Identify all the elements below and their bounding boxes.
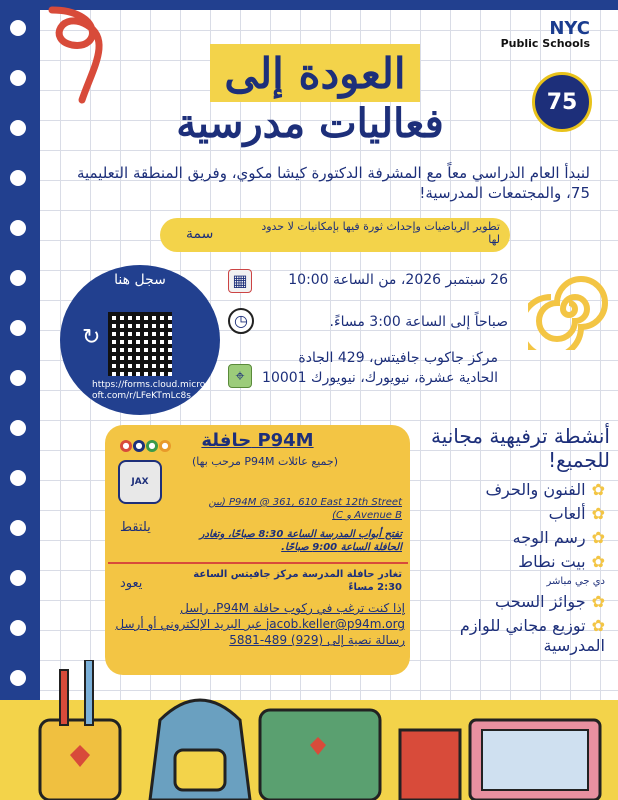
district-75-logo	[532, 72, 592, 132]
nyc-public-schools-logo	[501, 20, 590, 49]
badge-icon: ●	[146, 440, 158, 452]
flower-icon: ✿	[591, 480, 605, 499]
calendar-icon: ▦	[228, 269, 252, 293]
flower-icon: ✿	[591, 504, 605, 523]
activity-label: بيت نطاط	[518, 552, 586, 571]
badge-icon: ●	[133, 440, 145, 452]
map-icon: ⌖	[228, 364, 252, 388]
badge-icon: ●	[120, 440, 132, 452]
activity-item	[400, 504, 605, 524]
theme-label: سمة	[186, 226, 214, 242]
flower-icon: ✿	[591, 592, 605, 611]
activity-item	[400, 480, 605, 500]
return-text: تغادر حافلة المدرسة مركز جافيتس الساعة 2:30 مساءً	[193, 569, 402, 593]
activity-label: رسم الوجه	[512, 528, 586, 547]
activity-item	[400, 528, 605, 548]
return-label: يعود	[120, 576, 143, 591]
clock-icon: ◷	[228, 308, 254, 334]
curved-arrow-icon: ↻	[82, 325, 101, 350]
district-number: 75	[546, 89, 578, 115]
activity-label: توزيع مجاني للوازم المدرسية	[459, 616, 605, 655]
yellow-spiral-decoration	[528, 268, 610, 350]
activity-item	[400, 616, 605, 656]
flower-icon: ✿	[591, 528, 605, 547]
register-url[interactable]: https://forms.cloud.microsoft.com/r/LFeKTmLc8s	[92, 380, 210, 401]
event-time: صباحاً إلى الساعة 3:00 مساءً.	[329, 314, 508, 330]
event-location: مركز جاكوب جافيتس، 429 الجادة الحادية عشرة، نيويورك، نيويورك 10001	[262, 350, 498, 386]
activities-list	[400, 480, 605, 660]
pickup-address: P94M @ 361, 610 East 12th Street (بين Avenue B و C)	[208, 497, 402, 521]
binder-holes	[10, 20, 26, 770]
event-date: 26 سبتمبر 2026، من الساعة 10:00	[288, 272, 508, 288]
bus-contact[interactable]: إذا كنت ترغب في ركوب حافلة P94M، راسل jacob.keller@p94m.org عبر البريد الإلكتروني أو أرسل رسالة نصية إلى (929) 489-5881	[115, 601, 405, 647]
red-scribble-decoration	[42, 0, 112, 110]
pickup-label: يلتقط	[120, 520, 151, 535]
title-line-1	[210, 44, 420, 102]
register-title: سجل هنا	[114, 272, 166, 288]
qr-code[interactable]	[108, 312, 172, 376]
activity-label: الفنون والحرف	[485, 480, 586, 499]
activities-title: أنشطة ترفيهية مجانية للجميع!	[430, 424, 610, 472]
activity-item	[400, 576, 605, 588]
flower-icon: ✿	[591, 616, 605, 635]
flower-icon: ✿	[591, 552, 605, 571]
theme-text: تطوير الرياضيات وإحداث ثورة فيها بإمكانيات لا حدود لها	[261, 220, 500, 246]
nyc-wordmark: NYC	[549, 18, 590, 39]
activity-item	[400, 592, 605, 612]
title-line-2: فعاليات مدرسية	[176, 100, 444, 147]
bus-subtitle: (جميع عائلات P94M مرحب بها)	[192, 455, 338, 468]
public-schools-text: Public Schools	[500, 37, 590, 50]
title-line-1-text: العودة إلى	[224, 48, 406, 98]
activity-label: ألعاب	[548, 504, 586, 523]
activity-item	[400, 552, 605, 572]
bus-title: حافلة P94M	[201, 430, 314, 451]
pickup-time: تفتح أبواب المدرسة الساعة 8:30 صباحًا، وتغادر الحافلة الساعة 9:00 صباحًا.	[199, 529, 402, 553]
bulldog-mascot-icon: JAX	[118, 460, 162, 504]
intro-text: لنبدأ العام الدراسي معاً مع المشرفة الدكتورة كيشا مكوي، وفريق المنطقة التعليمية 75، والمجتمعات المدرسية!	[76, 164, 590, 202]
activity-label: دي جي مباشر	[546, 576, 605, 587]
divider	[108, 562, 408, 564]
school-supplies-illustration	[0, 660, 618, 800]
activity-label: جوائز السحب	[494, 592, 586, 611]
badge-icon: ●	[159, 440, 171, 452]
